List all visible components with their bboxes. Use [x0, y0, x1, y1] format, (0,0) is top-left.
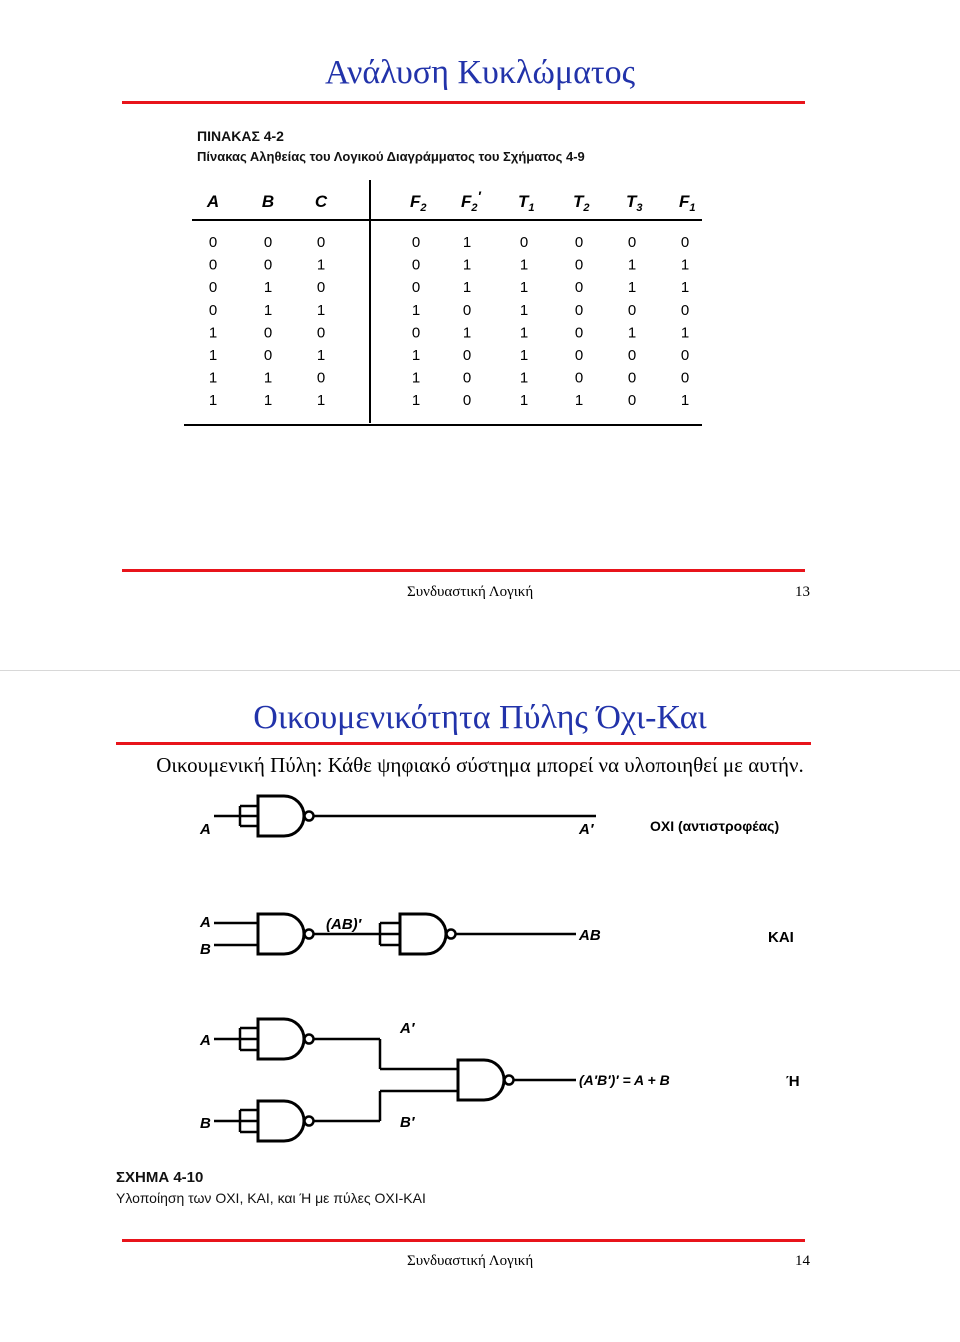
table-cell: 1 [519, 324, 529, 342]
table-cell: 0 [574, 324, 584, 342]
table-cell: 0 [627, 301, 637, 319]
nand-gate-or-out [458, 1060, 514, 1100]
table-cell: 0 [208, 279, 218, 297]
table-cell: 0 [462, 301, 472, 319]
table-cell: 1 [263, 369, 273, 387]
not-input-label: A [200, 821, 211, 838]
and-gate-circuit [199, 914, 794, 958]
or-input-b-label: B [200, 1115, 211, 1132]
table-cell: 1 [462, 256, 472, 274]
table-cell: 1 [411, 369, 421, 387]
table-cell: 0 [627, 234, 637, 251]
header-output-3: $T_1$ [518, 192, 535, 214]
table-cell: 1 [411, 347, 421, 364]
table-cell: 0 [680, 234, 690, 251]
table-cell: 0 [462, 369, 472, 387]
and-input-b-label: B [200, 941, 211, 958]
table-cell: 1 [263, 279, 273, 297]
header-output-6: $F_1$ [679, 192, 696, 214]
slide-title: Οικουμενικότητα Πύλης Όχι-Και [253, 699, 707, 736]
header-output-4: $T_2$ [573, 192, 590, 214]
table-cell: 1 [519, 279, 529, 297]
table-cell: 0 [316, 234, 326, 251]
table-cell: 0 [411, 256, 421, 274]
table-cell: 1 [627, 279, 637, 297]
header-output-5: $T_3$ [626, 192, 643, 214]
table-cell: 0 [519, 234, 529, 251]
and-input-a-label: A [200, 914, 211, 931]
table-cell: 0 [316, 279, 326, 297]
and-mid-label: (AB)′ [326, 916, 362, 933]
table-cell: 0 [263, 234, 273, 251]
nand-gate-or-b [258, 1101, 314, 1141]
table-cell: 0 [627, 347, 637, 364]
table-cell: 1 [462, 234, 472, 251]
table-cell: 1 [208, 324, 218, 342]
table-cell: 1 [462, 279, 472, 297]
table-cell: 0 [574, 347, 584, 364]
or-input-a-label: A [200, 1032, 211, 1049]
table-cell: 0 [263, 347, 273, 364]
table-cell: 1 [263, 301, 273, 319]
table-caption-title: Πίνακας Αληθείας του Λογικού Διαγράμματος του Σχήματος 4-9 [197, 149, 585, 164]
table-cell: 0 [411, 324, 421, 342]
or-gate-label: Ή [786, 1073, 800, 1090]
table-cell: 1 [208, 347, 218, 364]
slide-14 [0, 671, 960, 1342]
figure-caption-number: ΣΧΗΜΑ 4-10 [116, 1169, 204, 1186]
table-cell: 1 [316, 256, 326, 274]
table-cell: 1 [627, 324, 637, 342]
table-cell: 1 [208, 392, 218, 410]
table-cell: 1 [263, 392, 273, 410]
table-cell: 0 [680, 347, 690, 364]
or-gate-circuit [199, 1019, 800, 1141]
table-cell: 0 [680, 369, 690, 387]
table-caption-number: ΠΙΝΑΚΑΣ 4-2 [197, 128, 284, 144]
nand-gate-not [258, 796, 314, 836]
table-cell: 0 [574, 234, 584, 251]
table-cell: 0 [574, 256, 584, 274]
table-cell: 0 [462, 347, 472, 364]
table-cell: 1 [316, 347, 326, 364]
slide-subtitle: Οικουμενική Πύλη: Κάθε ψηφιακό σύστημα μπορεί να υλοποιηθεί με αυτήν. [156, 753, 804, 777]
table-cell: 1 [411, 301, 421, 319]
table-cell: 0 [316, 324, 326, 342]
or-mid-a-label: A′ [400, 1020, 415, 1037]
footer-course: Συνδυαστική Λογική [407, 1253, 534, 1269]
and-output-label: AB [579, 927, 601, 944]
header-input-a: A [206, 192, 220, 211]
or-mid-b-label: B′ [400, 1114, 415, 1131]
table-cell: 1 [411, 392, 421, 410]
nand-gate-or-a [258, 1019, 314, 1059]
table-cell: 1 [208, 369, 218, 387]
not-output-label: A′ [579, 821, 594, 838]
table-cell: 1 [519, 347, 529, 364]
table-cell: 1 [462, 324, 472, 342]
table-cell: 1 [627, 256, 637, 274]
table-cell: 1 [680, 392, 690, 410]
or-output-label: (A′B′)′ = A + B [579, 1072, 670, 1088]
table-cell: 0 [208, 301, 218, 319]
table-cell: 0 [208, 234, 218, 251]
footer-rule [122, 569, 805, 572]
nand-gate-and-1 [258, 914, 314, 954]
figure-caption-title: Υλοποίηση των ΟΧΙ, ΚΑΙ, και Ή με πύλες ΟΧΙ-ΚΑΙ [116, 1190, 426, 1206]
page-number: 14 [795, 1253, 810, 1269]
table-cell: 0 [462, 392, 472, 410]
footer-course: Συνδυαστική Λογική [407, 584, 534, 600]
table-cell: 0 [574, 301, 584, 319]
not-gate-circuit [199, 796, 779, 838]
slide-title: Ανάλυση Κυκλώματος [324, 54, 636, 91]
header-input-b: B [261, 192, 275, 211]
table-cell: 0 [627, 392, 637, 410]
table-cell: 1 [680, 256, 690, 274]
table-cell: 0 [680, 301, 690, 319]
table-cell: 0 [574, 279, 584, 297]
page-number: 13 [795, 584, 810, 600]
header-output-1: $F_2$ [410, 192, 427, 214]
table-cell: 1 [316, 392, 326, 410]
table-cell: 0 [627, 369, 637, 387]
table-cell: 1 [519, 392, 529, 410]
table-cell: 0 [411, 234, 421, 251]
footer-rule [122, 1239, 805, 1242]
table-cell: 1 [680, 279, 690, 297]
header-output-2: $F_2'$ [461, 188, 481, 214]
and-gate-label: ΚΑΙ [768, 929, 794, 946]
table-cell: 1 [519, 369, 529, 387]
table-cell: 1 [316, 301, 326, 319]
table-cell: 0 [411, 279, 421, 297]
table-cell: 1 [574, 392, 584, 410]
nand-gate-and-2 [400, 914, 456, 954]
table-cell: 1 [680, 324, 690, 342]
table-cell: 0 [263, 324, 273, 342]
table-cell: 1 [519, 301, 529, 319]
table-cell: 0 [316, 369, 326, 387]
header-input-c: C [314, 192, 328, 211]
not-gate-label: ΟΧΙ (αντιστροφέας) [650, 818, 780, 834]
table-cell: 0 [208, 256, 218, 274]
table-cell: 0 [263, 256, 273, 274]
table-cell: 0 [574, 369, 584, 387]
table-cell: 1 [519, 256, 529, 274]
